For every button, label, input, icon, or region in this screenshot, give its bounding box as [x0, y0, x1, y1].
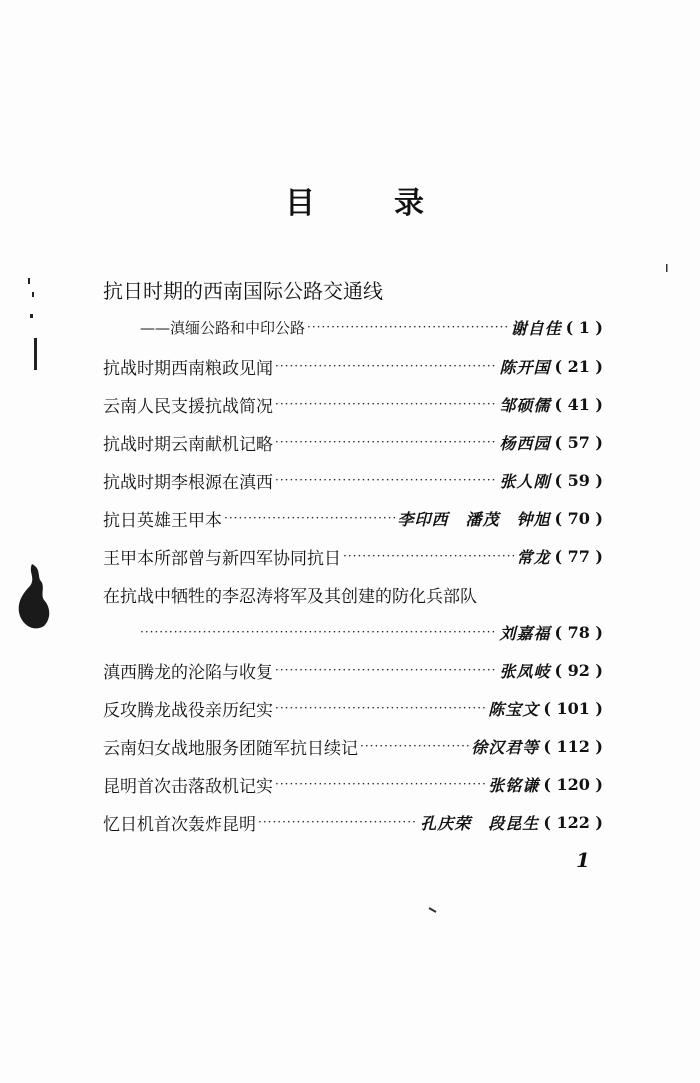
entry-title: 忆日机首次轰炸昆明 [103, 814, 256, 835]
entry-title: 抗战时期云南献机记略 [103, 434, 273, 455]
entry-title: 昆明首次击落敌机记实 [103, 776, 273, 797]
entry-title: 抗日英雄王甲本 [103, 510, 222, 531]
entry-title: 抗日时期的西南国际公路交通线 [103, 278, 383, 303]
entry-author: 张铭谦 [488, 775, 540, 795]
entry-page: ( 92 ) [554, 660, 603, 680]
entry-page: ( 77 ) [554, 546, 603, 566]
toc-entry [103, 429, 603, 455]
toc-entry [103, 391, 603, 417]
leader-dots [275, 695, 486, 721]
scan-artifact-marks [20, 270, 50, 380]
leader-dots [275, 391, 497, 417]
entry-title: 反攻腾龙战役亲历纪实 [103, 700, 273, 721]
leader-dots [275, 353, 497, 379]
entry-page: ( 1 ) [565, 317, 603, 337]
toc-entry [140, 314, 603, 340]
leader-dots [307, 314, 509, 340]
entry-page: ( 122 ) [543, 812, 603, 832]
entry-page: ( 101 ) [543, 698, 603, 718]
leader-dots [343, 543, 514, 569]
entry-page: ( 41 ) [554, 394, 603, 414]
toc-entry [103, 505, 603, 531]
scan-artifact-tick [664, 264, 670, 276]
scan-artifact-blot [10, 560, 60, 640]
entry-page: ( 120 ) [543, 774, 603, 794]
toc-title-char-2: 录 [394, 186, 424, 221]
entry-title: 抗战时期李根源在滇西 [103, 472, 273, 493]
toc-entry [103, 353, 603, 379]
leader-dots [275, 771, 486, 797]
entry-page: ( 57 ) [554, 432, 603, 452]
leader-dots [275, 467, 497, 493]
entry-author: 谢自佳 [510, 318, 562, 338]
entry-title: 云南妇女战地服务团随军抗日续记 [103, 738, 358, 759]
entry-author: 张人刚 [499, 471, 551, 491]
toc-entry-continuation [140, 619, 603, 645]
leader-dots [360, 733, 469, 759]
entry-page: ( 78 ) [554, 622, 603, 642]
toc-entry [103, 657, 603, 683]
leader-dots [224, 505, 395, 531]
toc-entry [103, 771, 603, 797]
entry-page: ( 21 ) [554, 356, 603, 376]
entry-author: 李印西 潘茂 钟旭 [397, 509, 551, 529]
entry-author: 常龙 [516, 547, 551, 567]
toc-entry [103, 809, 603, 835]
entry-author: 徐汉君等 [471, 737, 540, 757]
toc-entry [103, 467, 603, 493]
entry-author: 陈开国 [499, 357, 551, 377]
entry-title: 滇西腾龙的沦陷与收复 [103, 662, 273, 683]
entry-author: 张凤岐 [499, 661, 551, 681]
scan-artifact-dash [428, 906, 442, 914]
page-number: 1 [576, 848, 590, 872]
entry-author: 杨西园 [499, 433, 551, 453]
entry-title: 王甲本所部曾与新四军协同抗日 [103, 548, 341, 569]
entry-author: 刘嘉福 [499, 623, 551, 643]
entry-title: 在抗战中牺牲的李忍涛将军及其创建的防化兵部队 [103, 586, 477, 607]
toc-title-char-1: 目 [285, 186, 315, 221]
entry-author: 孔庆荣 段昆生 [420, 813, 540, 833]
entry-title: 抗战时期西南粮政见闻 [103, 358, 273, 379]
entry-author: 邹硕儒 [499, 395, 551, 415]
toc-entry [103, 276, 603, 302]
toc-title [0, 178, 700, 221]
leader-dots [258, 809, 418, 835]
entry-title: 云南人民支援抗战简况 [103, 396, 273, 417]
entry-page: ( 112 ) [543, 736, 603, 756]
entry-page: ( 70 ) [554, 508, 603, 528]
toc-entry [103, 695, 603, 721]
entry-author: 陈宝文 [488, 699, 540, 719]
leader-dots [275, 657, 497, 683]
entry-title: ——滇缅公路和中印公路 [140, 318, 306, 337]
toc-entry [103, 581, 603, 607]
toc-entry [103, 733, 603, 759]
leader-dots [140, 619, 497, 645]
leader-dots [275, 429, 497, 455]
entry-page: ( 59 ) [554, 470, 603, 490]
toc-entry [103, 543, 603, 569]
